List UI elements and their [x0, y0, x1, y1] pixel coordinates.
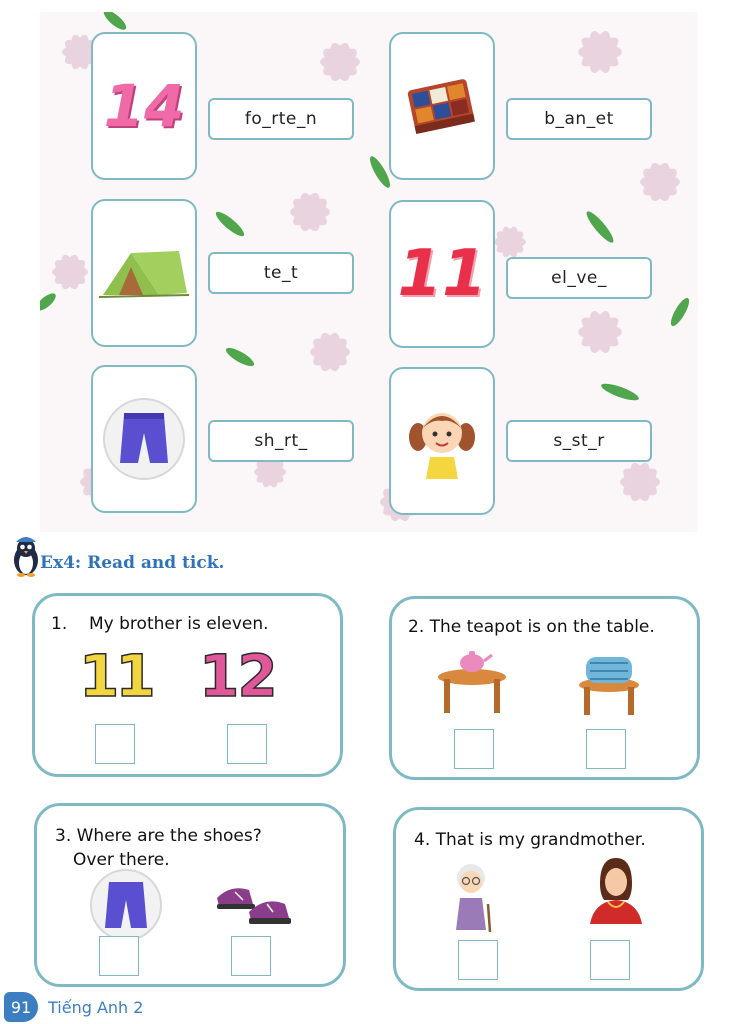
tick-box-12[interactable] [227, 724, 267, 764]
word-box-shorts: sh_rt_ [208, 420, 354, 462]
tick-box-11[interactable] [95, 724, 135, 764]
word-box-fourteen: fo_rte_n [208, 98, 354, 140]
picture-card-shorts [91, 365, 197, 513]
picture-card-14 [91, 32, 197, 180]
question-3-text-line1: 3. Where are the shoes? [55, 826, 262, 846]
question-2-text: 2. The teapot is on the table. [408, 617, 655, 637]
page-number: 91 [4, 992, 38, 1022]
number-14-image: 14 [103, 72, 185, 140]
option-11-image: 11 [79, 642, 152, 710]
word-box-blanket: b_an_et [506, 98, 652, 140]
question-2-card [389, 596, 700, 780]
picture-card-tent [91, 199, 197, 347]
teapot-on-table-image [436, 651, 508, 717]
tick-box-shoes[interactable] [231, 936, 271, 976]
picture-card-11 [389, 200, 495, 348]
question-1-number: 1. [51, 614, 68, 634]
shorts-image [102, 397, 186, 481]
shoes-option-image [213, 878, 293, 930]
question-4-card [393, 807, 704, 991]
word-box-eleven: el_ve_ [506, 257, 652, 299]
book-title: Tiếng Anh 2 [48, 998, 144, 1017]
exercise4-title: Ex4: Read and tick. [40, 553, 225, 573]
tick-box-grandmother[interactable] [458, 940, 498, 980]
option-12-image: 12 [199, 642, 276, 710]
tick-box-woman[interactable] [590, 940, 630, 980]
picture-card-sister [389, 367, 495, 515]
question-1-text: My brother is eleven. [89, 614, 269, 634]
word-box-tent: te_t [208, 252, 354, 294]
word-box-sister: s_st_r [506, 420, 652, 462]
question-4-text: 4. That is my grandmother. [414, 830, 646, 850]
question-3-text-line2: Over there. [73, 850, 170, 870]
question-1-card [32, 593, 343, 777]
penguin-icon [10, 534, 42, 578]
girl-image [404, 403, 480, 479]
shorts-option-image [89, 868, 163, 942]
grandmother-image [446, 860, 496, 932]
picture-card-blanket [389, 32, 495, 180]
tent-image [97, 241, 191, 305]
number-11-image: 11 [397, 237, 487, 311]
blanket-on-table-image [574, 649, 644, 719]
tick-box-blanket-table[interactable] [586, 729, 626, 769]
question-3-card [34, 803, 346, 987]
exercise3-panel [40, 12, 698, 532]
tick-box-shorts[interactable] [99, 936, 139, 976]
tick-box-teapot-table[interactable] [454, 729, 494, 769]
woman-image [586, 856, 646, 924]
blanket-image [405, 74, 479, 138]
